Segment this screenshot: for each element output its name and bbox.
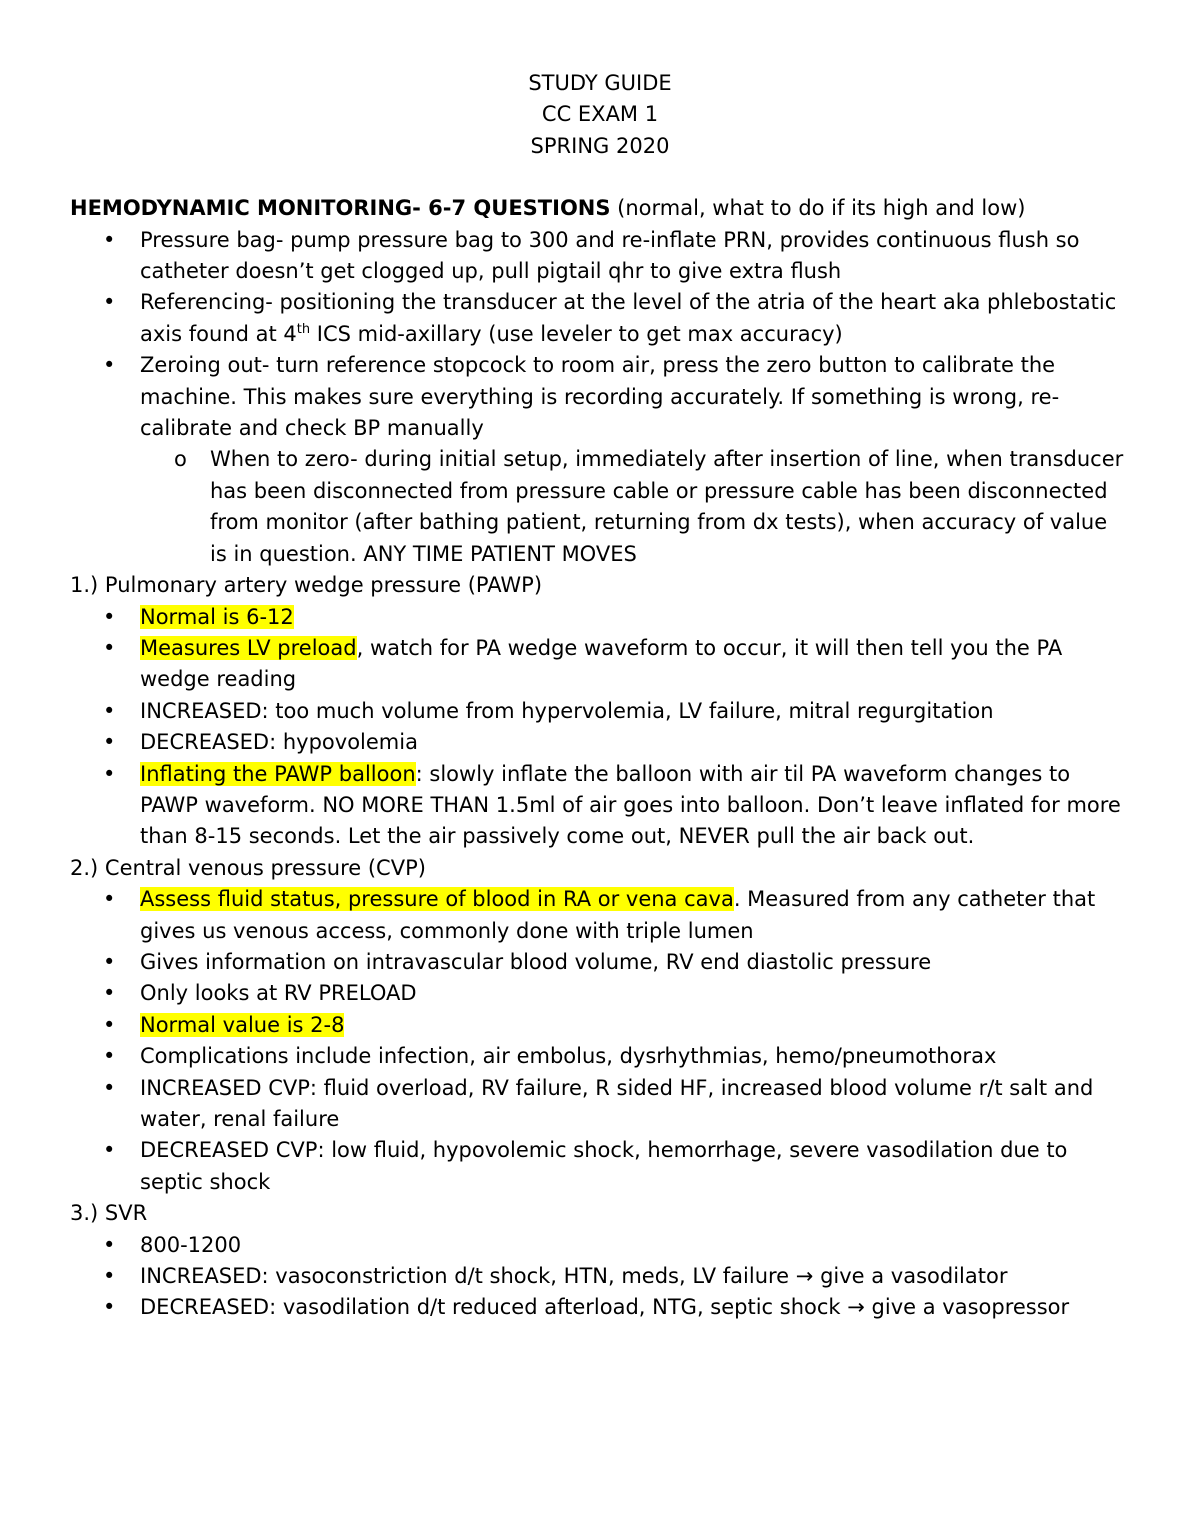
bullet-icon: • (103, 1138, 116, 1163)
cvp-list (70, 884, 1130, 1198)
cvp-gives-text: Gives information on intravascular blood volume, RV end diastolic pressure (140, 949, 932, 974)
bullet-icon: • (103, 981, 116, 1006)
pawp-normal-highlight: Normal is 6-12 (140, 604, 294, 629)
cvp-increased-text: INCREASED CVP: fluid overload, RV failure, R sided HF, increased blood volume r/t salt and water, renal failure (140, 1075, 1094, 1131)
list-item (70, 287, 1130, 350)
list-item (70, 947, 1130, 978)
bullet-icon: • (103, 730, 116, 755)
bullet-icon: • (103, 635, 116, 660)
hemodynamic-heading-bold: HEMODYNAMIC MONITORING- 6-7 QUESTIONS (70, 196, 611, 221)
list-item (70, 602, 1130, 633)
pawp-lv-highlight: Measures LV preload (140, 635, 357, 660)
svr-increased-text-a: INCREASED: vasoconstriction d/t shock, HTN, meds, LV failure (140, 1264, 796, 1289)
list-item (70, 1292, 1130, 1323)
svr-list (70, 1230, 1130, 1324)
bullet-icon: • (103, 290, 116, 315)
list-item (70, 1230, 1130, 1261)
cvp-decreased-text: DECREASED CVP: low fluid, hypovolemic shock, hemorrhage, severe vasodilation due to septic shock (140, 1138, 1068, 1194)
bullet-icon: • (103, 887, 116, 912)
arrow-right-icon: → (847, 1295, 865, 1320)
bullet-icon: • (103, 1012, 116, 1037)
pawp-inflate-text: : slowly inflate the balloon with air til PA waveform changes to PAWP waveform. NO MORE THAN 1.5ml of air goes into balloon. Don’t leave inflated for more than 8-15 seconds. Let the air passively come out, NEVER pull the air back out. (140, 761, 1121, 849)
list-item (70, 1261, 1130, 1292)
cvp-assess-highlight: Assess fluid status, pressure of blood in RA or vena cava (140, 887, 734, 912)
bullet-icon: • (103, 698, 116, 723)
bullet-icon: • (103, 353, 116, 378)
svr-increased-text-b: give a vasodilator (813, 1264, 1008, 1289)
zeroing-text: Zeroing out- turn reference stopcock to room air, press the zero button to calibrate the machine. This makes sure everything is recording accurately. If something is wrong, re-calibrate and check BP manually (140, 353, 1060, 441)
cvp-only-text: Only looks at RV PRELOAD (140, 981, 417, 1006)
list-item (70, 1073, 1130, 1136)
bullet-icon: • (103, 949, 116, 974)
pawp-increased-text: INCREASED: too much volume from hypervolemia, LV failure, mitral regurgitation (140, 698, 994, 723)
bullet-icon: • (103, 227, 116, 252)
hemodynamic-heading (70, 193, 1130, 224)
svr-heading: 3.) SVR (70, 1201, 148, 1226)
list-item (70, 633, 1130, 696)
arrow-right-icon: → (795, 1264, 814, 1289)
list-item (70, 884, 1130, 947)
title-spacer (70, 162, 1130, 193)
doc-title-line-3: SPRING 2020 (530, 133, 670, 158)
list-item (70, 350, 1130, 570)
cvp-heading: 2.) Central venous pressure (CVP) (70, 855, 426, 880)
referencing-sup: th (296, 321, 311, 337)
referencing-text-a: Referencing- positioning the transducer at the level of the atria of the heart aka phlebostatic axis found at 4 (140, 290, 1117, 346)
list-item (70, 727, 1130, 758)
list-item (70, 978, 1130, 1009)
svr-decreased-text-b: give a vasopressor (864, 1295, 1070, 1320)
list-item (140, 444, 1130, 570)
list-item (70, 759, 1130, 853)
document-page (70, 68, 1130, 1324)
cvp-normal-highlight: Normal value is 2-8 (140, 1012, 345, 1037)
bullet-icon: • (103, 1295, 116, 1320)
list-item (70, 1041, 1130, 1072)
pawp-inflate-highlight: Inflating the PAWP balloon (140, 761, 416, 786)
bullet-icon: • (103, 761, 116, 786)
doc-title-line-1: STUDY GUIDE (528, 71, 672, 95)
doc-title-line-2: CC EXAM 1 (541, 102, 659, 127)
pressure-bag-text: Pressure bag- pump pressure bag to 300 and re-inflate PRN, provides continuous flush so catheter doesn’t get clogged up, pull pigtail qhr to give extra flush (140, 227, 1080, 284)
bullet-icon: • (103, 1264, 116, 1289)
zeroing-sublist (140, 444, 1130, 570)
list-item (70, 225, 1130, 288)
pawp-decreased-text: DECREASED: hypovolemia (140, 730, 418, 755)
list-item (70, 1010, 1130, 1041)
pawp-lv-text: , watch for PA wedge waveform to occur, it will then tell you the PA wedge reading (140, 635, 1063, 692)
svr-range-text: 800-1200 (140, 1232, 242, 1257)
hemodynamic-list (70, 225, 1130, 570)
sub-bullet-icon: o (174, 447, 187, 472)
bullet-icon: • (103, 1232, 116, 1257)
svr-decreased-text-a: DECREASED: vasodilation d/t reduced afterload, NTG, septic shock (140, 1295, 848, 1320)
cvp-assess-text: . Measured from any catheter that gives us venous access, commonly done with triple lumen (140, 887, 1096, 943)
list-item (70, 1135, 1130, 1198)
bullet-icon: • (103, 604, 116, 629)
when-to-zero-text: When to zero- during initial setup, immediately after insertion of line, when transducer has been disconnected from pressure cable or pressure cable has been disconnected from monitor (after bathing patient, returning from dx tests), when accuracy of value is in question. ANY TIME PATIENT MOVES (210, 447, 1124, 566)
bullet-icon: • (103, 1044, 116, 1069)
list-item (70, 696, 1130, 727)
referencing-text-b: ICS mid-axillary (use leveler to get max accuracy) (310, 321, 843, 346)
bullet-icon: • (103, 1075, 116, 1100)
hemodynamic-heading-note: (normal, what to do if its high and low) (610, 196, 1026, 221)
pawp-list (70, 602, 1130, 853)
pawp-heading: 1.) Pulmonary artery wedge pressure (PAWP) (70, 573, 543, 598)
cvp-complications-text: Complications include infection, air embolus, dysrhythmias, hemo/pneumothorax (140, 1044, 997, 1069)
